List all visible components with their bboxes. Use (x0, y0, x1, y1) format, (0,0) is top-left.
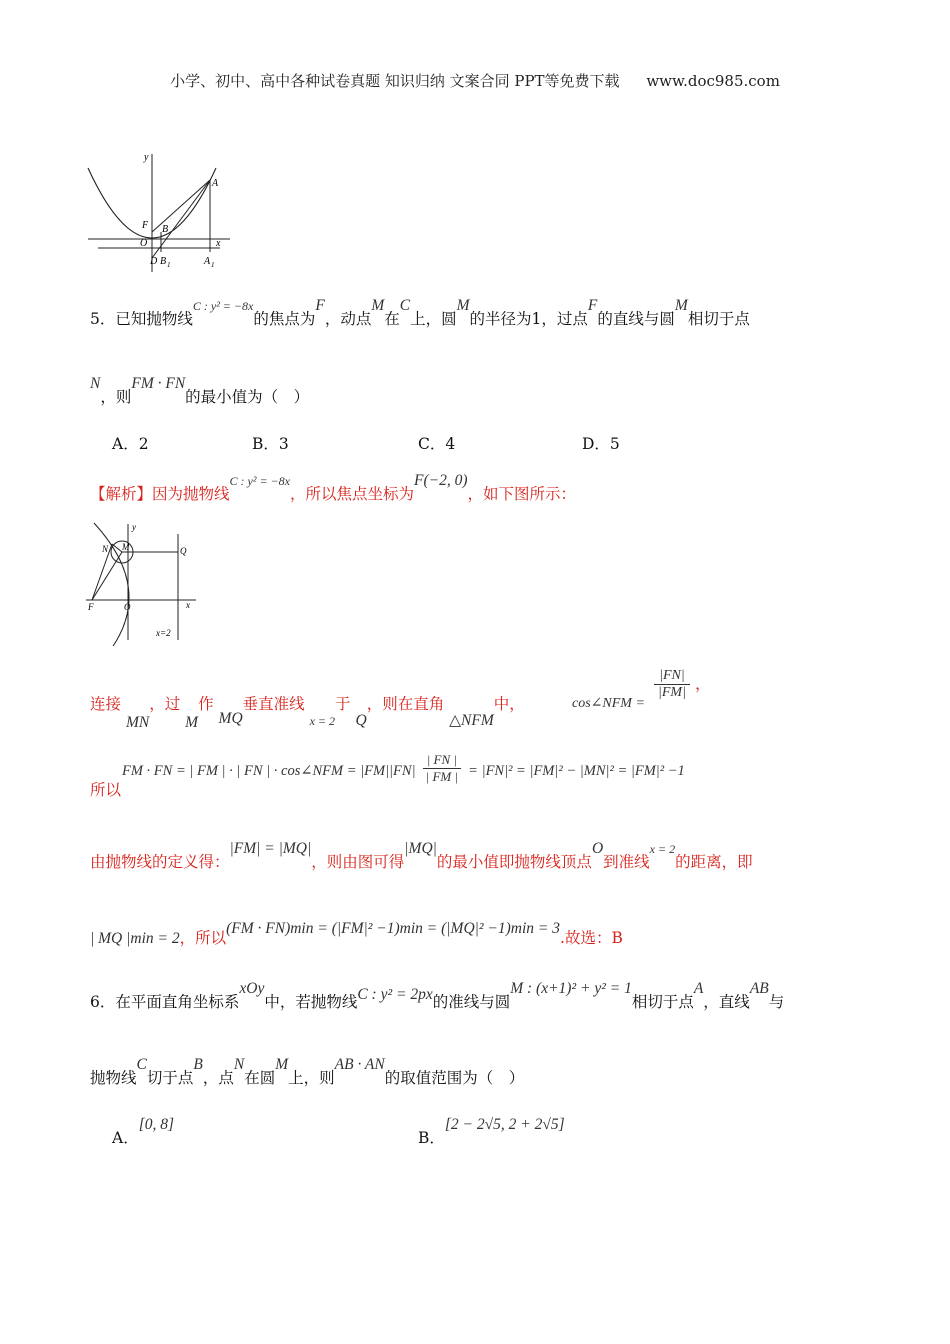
q5-option-c[interactable]: C．4 (418, 435, 456, 453)
q5-var-n: N (90, 375, 101, 392)
label-x2: x=2 (156, 628, 171, 638)
q5-text: 在 (384, 310, 400, 328)
cos-label: cos∠NFM = (572, 696, 645, 711)
solution-text: ，则在直角 (366, 695, 445, 713)
label-o: O (124, 602, 131, 612)
solution-line-3-equation (122, 752, 685, 785)
q6-text: 上，则 (288, 1069, 335, 1087)
q6-var-c: C (136, 1056, 147, 1073)
q5-text: ，动点 (324, 310, 372, 328)
q6-var-ab: AB (749, 980, 769, 997)
solution-focus-point: F(−2, 0) (413, 472, 468, 489)
solution-m: M (185, 714, 199, 731)
q6-text: ，点 (202, 1069, 234, 1087)
solution-text: 由抛物线的定义得： (90, 853, 230, 871)
solution-text: ，如下图所示： (467, 485, 577, 503)
page-header (0, 70, 950, 91)
q6-text: 的准线与圆 (432, 993, 511, 1011)
label-o: O (140, 238, 148, 249)
q5-var-f: F (587, 297, 598, 314)
q5-var-f: F (315, 297, 325, 314)
label-d: D (150, 256, 158, 267)
q6-circle-eq: M : (x+1)² + y² = 1 (510, 980, 632, 997)
label-a: A (212, 178, 219, 189)
solution-q: Q (355, 712, 367, 729)
q6-var-n: N (233, 1056, 245, 1073)
q5-option-d[interactable]: D．5 (582, 435, 620, 453)
question-6-line-1 (90, 980, 785, 1012)
label-y: y (132, 522, 136, 532)
q6-text: 抛物线 (90, 1069, 137, 1087)
equation-part: FM · FN = | FM | · | FN | · cos∠NFM = |FM||FN| (122, 763, 416, 779)
label-b1-sub: 1 (167, 261, 171, 269)
label-y: y (144, 152, 149, 163)
q6-text: 与 (768, 993, 785, 1011)
label-q: Q (180, 546, 187, 556)
solution-text: ，所以焦点坐标为 (289, 485, 414, 503)
solution-text: 的距离，即 (675, 853, 753, 871)
solution-parabola-eq: C : y² = −8x (229, 474, 290, 488)
q5-text: ，则 (100, 388, 132, 406)
header-text: 小学、初中、高中各种试卷真题 知识归纳 文案合同 PPT等免费下载 (170, 72, 620, 90)
solution-line-4 (90, 840, 753, 872)
q5-option-b[interactable]: B．3 (252, 435, 289, 453)
solution-x2: x = 2 (309, 714, 336, 728)
q6-number: 6．在平面直角坐标系 (90, 993, 240, 1011)
cos-denominator: |FM| (658, 685, 686, 700)
label-a1-sub: 1 (211, 261, 215, 269)
equation-part: = |FN|² = |FM|² − |MN|² = |FM|² −1 (468, 763, 685, 779)
solution-answer: .故选：B (560, 929, 623, 947)
solution-mn: MN (125, 714, 150, 731)
solution-fm-mq: |FM| = |MQ| (229, 840, 312, 857)
solution-triangle: △NFM (449, 712, 494, 729)
solution-line-3 (90, 778, 121, 800)
parabola-figure-1 (84, 148, 234, 276)
question-6-line-2 (90, 1056, 525, 1088)
q5-number: 5．已知抛物线 (90, 310, 193, 328)
solution-min-equation: (FM · FN)min = (|FM|² −1)min = (|MQ|² −1)min = 3 (226, 920, 561, 937)
q6-option-b-value: [2 − 2√5, 2 + 2√5] (444, 1116, 565, 1133)
q5-text: 的焦点为 (253, 310, 316, 328)
solution-text: 中， (493, 695, 525, 713)
q6-parabola-eq: C : y² = 2px (357, 986, 433, 1003)
q6-var-a: A (693, 980, 704, 997)
label-b: B (162, 224, 169, 235)
q5-text: 相切于点 (687, 310, 750, 328)
q6-option-b[interactable] (418, 1116, 565, 1148)
solution-mq: MQ (218, 710, 243, 727)
solution-text: 的最小值即抛物线顶点 (436, 853, 592, 871)
fraction-bottom: | FM | (425, 769, 459, 784)
solution-text: 【解析】因为抛物线 (90, 485, 230, 503)
solution-text: 到准线 (603, 853, 650, 871)
q5-option-a[interactable]: A．2 (112, 435, 149, 453)
q5-dot-product: FM · FN (131, 375, 186, 392)
solution-text: 垂直准线 (242, 695, 305, 713)
q6-var-m: M (275, 1056, 289, 1073)
q6-option-a-label: A． (112, 1129, 139, 1147)
q6-text: 切于点 (146, 1069, 194, 1087)
solution-text: 于 (335, 695, 351, 713)
q5-var-m: M (674, 297, 688, 314)
solution-o: O (591, 840, 604, 857)
q5-var-m: M (456, 297, 470, 314)
label-f: F (142, 220, 149, 231)
label-n: N (102, 544, 109, 554)
solution-line-5 (90, 920, 623, 948)
q5-text: 的直线与圆 (597, 310, 675, 328)
solution-text: ， (695, 674, 712, 693)
solution-text: ，则由图可得 (311, 853, 405, 871)
q6-text: 的取值范围为（ ） (384, 1069, 525, 1087)
q6-var-b: B (193, 1056, 203, 1073)
solution-line-2 (90, 692, 525, 731)
q6-option-a[interactable] (112, 1116, 175, 1148)
q5-parabola-eq: C : y² = −8x (192, 299, 254, 313)
cos-numerator: |FN| (654, 668, 690, 685)
solution-text: 所以 (90, 781, 122, 799)
label-b1: B (160, 256, 167, 267)
label-x: x (186, 600, 190, 610)
question-5-line-2 (90, 375, 310, 407)
solution-mq-abs: |MQ| (404, 840, 437, 857)
parabola-figure-2 (84, 520, 204, 646)
solution-text: ，所以 (179, 929, 227, 947)
q5-var-c: C (399, 297, 411, 314)
fraction-top: | FN | (423, 752, 461, 769)
cos-formula (572, 668, 712, 711)
q6-text: 相切于点 (631, 993, 694, 1011)
q6-text: 在圆 (244, 1069, 276, 1087)
q6-xoy: xOy (239, 980, 265, 997)
label-f: F (88, 602, 94, 612)
q5-var-m: M (371, 297, 385, 314)
q6-dot-product: AB · AN (334, 1056, 385, 1073)
q6-option-b-label: B． (418, 1129, 445, 1147)
q6-text: 中，若抛物线 (264, 993, 358, 1011)
solution-x2: x = 2 (649, 842, 676, 856)
label-m: M (122, 542, 130, 552)
header-site: www.doc985.com (646, 72, 780, 90)
q6-text: ，直线 (703, 993, 750, 1011)
label-x: x (216, 238, 221, 249)
solution-mq-min: | MQ |min = 2 (90, 930, 180, 947)
q5-text: 上，圆 (410, 310, 457, 328)
question-5-line-1 (90, 297, 750, 329)
solution-line-1 (90, 472, 577, 504)
label-a1: A (204, 256, 211, 267)
q6-option-a-value: [0, 8] (138, 1116, 175, 1133)
solution-text: 作 (198, 695, 214, 713)
q5-text: 的半径为1，过点 (469, 310, 588, 328)
solution-text: ，过 (149, 695, 181, 713)
solution-text: 连接 (90, 695, 122, 713)
q5-text: 的最小值为（ ） (185, 388, 310, 406)
